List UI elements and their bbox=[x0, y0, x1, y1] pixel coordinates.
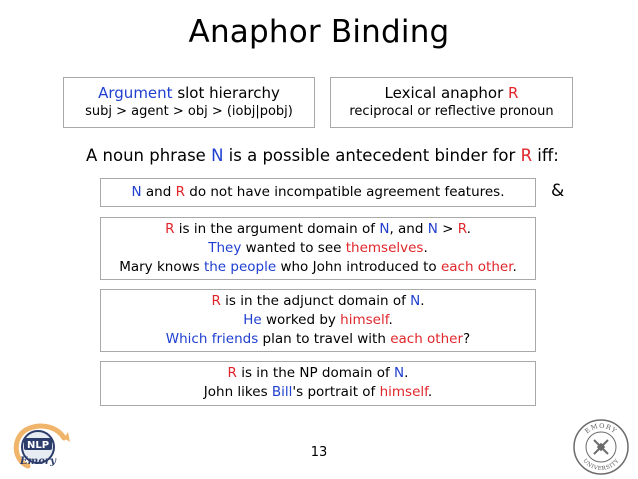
anaphor: himself bbox=[379, 384, 428, 400]
cond4-n: N bbox=[394, 365, 405, 381]
cond3-n: N bbox=[410, 293, 421, 309]
example-text: . bbox=[427, 384, 433, 400]
agreement-condition-box bbox=[100, 178, 536, 207]
intro-text: iff: bbox=[532, 146, 559, 165]
cond3-example-2 bbox=[101, 330, 535, 349]
argument-hierarchy-order: subj > agent > obj > (iobj|pobj) bbox=[85, 104, 293, 119]
anaphor: each other bbox=[440, 259, 513, 275]
cond2-n: N bbox=[379, 221, 390, 237]
antecedent: Bill bbox=[271, 384, 293, 400]
intro-text: is a possible antecedent binder for bbox=[223, 146, 521, 165]
argument-hierarchy-heading bbox=[64, 84, 314, 103]
cond2-example-2 bbox=[101, 258, 535, 277]
conjunction-ampersand: & bbox=[551, 181, 565, 201]
cond1-text: and bbox=[141, 184, 176, 200]
cond2-example-1 bbox=[101, 239, 535, 258]
example-text: . bbox=[423, 240, 428, 256]
example-text: wanted to see bbox=[241, 240, 346, 256]
page-number: 13 bbox=[310, 445, 328, 460]
example-text: Mary knows bbox=[119, 259, 204, 275]
cond2-text: . bbox=[466, 221, 471, 237]
intro-n: N bbox=[211, 146, 224, 165]
lexical-anaphor-label: Lexical anaphor bbox=[384, 84, 509, 102]
anaphor: themselves bbox=[345, 240, 424, 256]
cond2-rule bbox=[101, 220, 535, 239]
cond3-rule bbox=[101, 292, 535, 311]
cond2-text: > bbox=[437, 221, 458, 237]
nlp-logo-text: NLP bbox=[26, 440, 50, 451]
lexical-anaphor-box bbox=[330, 77, 573, 128]
cond2-r: R bbox=[457, 221, 467, 237]
adjunct-domain-box bbox=[100, 289, 536, 352]
antecedent: Which friends bbox=[165, 331, 259, 347]
example-text: . bbox=[512, 259, 517, 275]
argument-domain-box bbox=[100, 217, 536, 280]
anaphor-symbol: R bbox=[508, 84, 519, 102]
argument-hierarchy-box bbox=[63, 77, 315, 128]
intro-text: A noun phrase bbox=[86, 146, 212, 165]
example-text: 's portrait of bbox=[292, 384, 380, 400]
cond4-rule bbox=[101, 364, 535, 383]
nlp-emory-logo bbox=[8, 420, 74, 475]
cond4-text: . bbox=[404, 365, 409, 381]
cond4-example bbox=[101, 383, 535, 402]
cond4-r: R bbox=[227, 365, 237, 381]
cond1-text: do not have incompatible agreement features. bbox=[184, 184, 505, 200]
anaphor: himself bbox=[340, 312, 389, 328]
lexical-anaphor-heading bbox=[331, 84, 572, 103]
cond2-text: is in the argument domain of bbox=[174, 221, 380, 237]
antecedent: the people bbox=[203, 259, 277, 275]
antecedent: They bbox=[208, 240, 242, 256]
emory-university-seal bbox=[572, 418, 630, 476]
cond3-example-1 bbox=[101, 311, 535, 330]
slide-title: Anaphor Binding bbox=[188, 14, 450, 50]
cond4-text: is in the NP domain of bbox=[236, 365, 395, 381]
anaphor: each other bbox=[390, 331, 464, 347]
intro-r: R bbox=[520, 146, 533, 165]
seal-text-top: EMORY bbox=[583, 421, 619, 436]
argument-heading-rest: slot hierarchy bbox=[172, 84, 280, 102]
emory-logo-text: Emory bbox=[20, 456, 56, 467]
antecedent: He bbox=[243, 312, 262, 328]
lexical-anaphor-definition: reciprocal or reflective pronoun bbox=[349, 104, 554, 119]
example-text: plan to travel with bbox=[258, 331, 391, 347]
example-text: John likes bbox=[203, 384, 272, 400]
cond1-r: R bbox=[175, 184, 185, 200]
cond2-r: R bbox=[165, 221, 175, 237]
cond1-n: N bbox=[131, 184, 142, 200]
cond3-r: R bbox=[211, 293, 221, 309]
example-text: worked by bbox=[261, 312, 341, 328]
argument-term: Argument bbox=[98, 84, 173, 102]
cond3-text: is in the adjunct domain of bbox=[220, 293, 411, 309]
example-text: who John introduced to bbox=[276, 259, 441, 275]
binder-definition bbox=[86, 146, 559, 165]
example-text: . bbox=[388, 312, 393, 328]
example-text: ? bbox=[463, 331, 471, 347]
cond3-text: . bbox=[420, 293, 425, 309]
seal-text-bottom: UNIVERSITY bbox=[581, 458, 621, 473]
cond2-text: , and bbox=[389, 221, 428, 237]
np-domain-box bbox=[100, 361, 536, 406]
cond2-n: N bbox=[427, 221, 438, 237]
